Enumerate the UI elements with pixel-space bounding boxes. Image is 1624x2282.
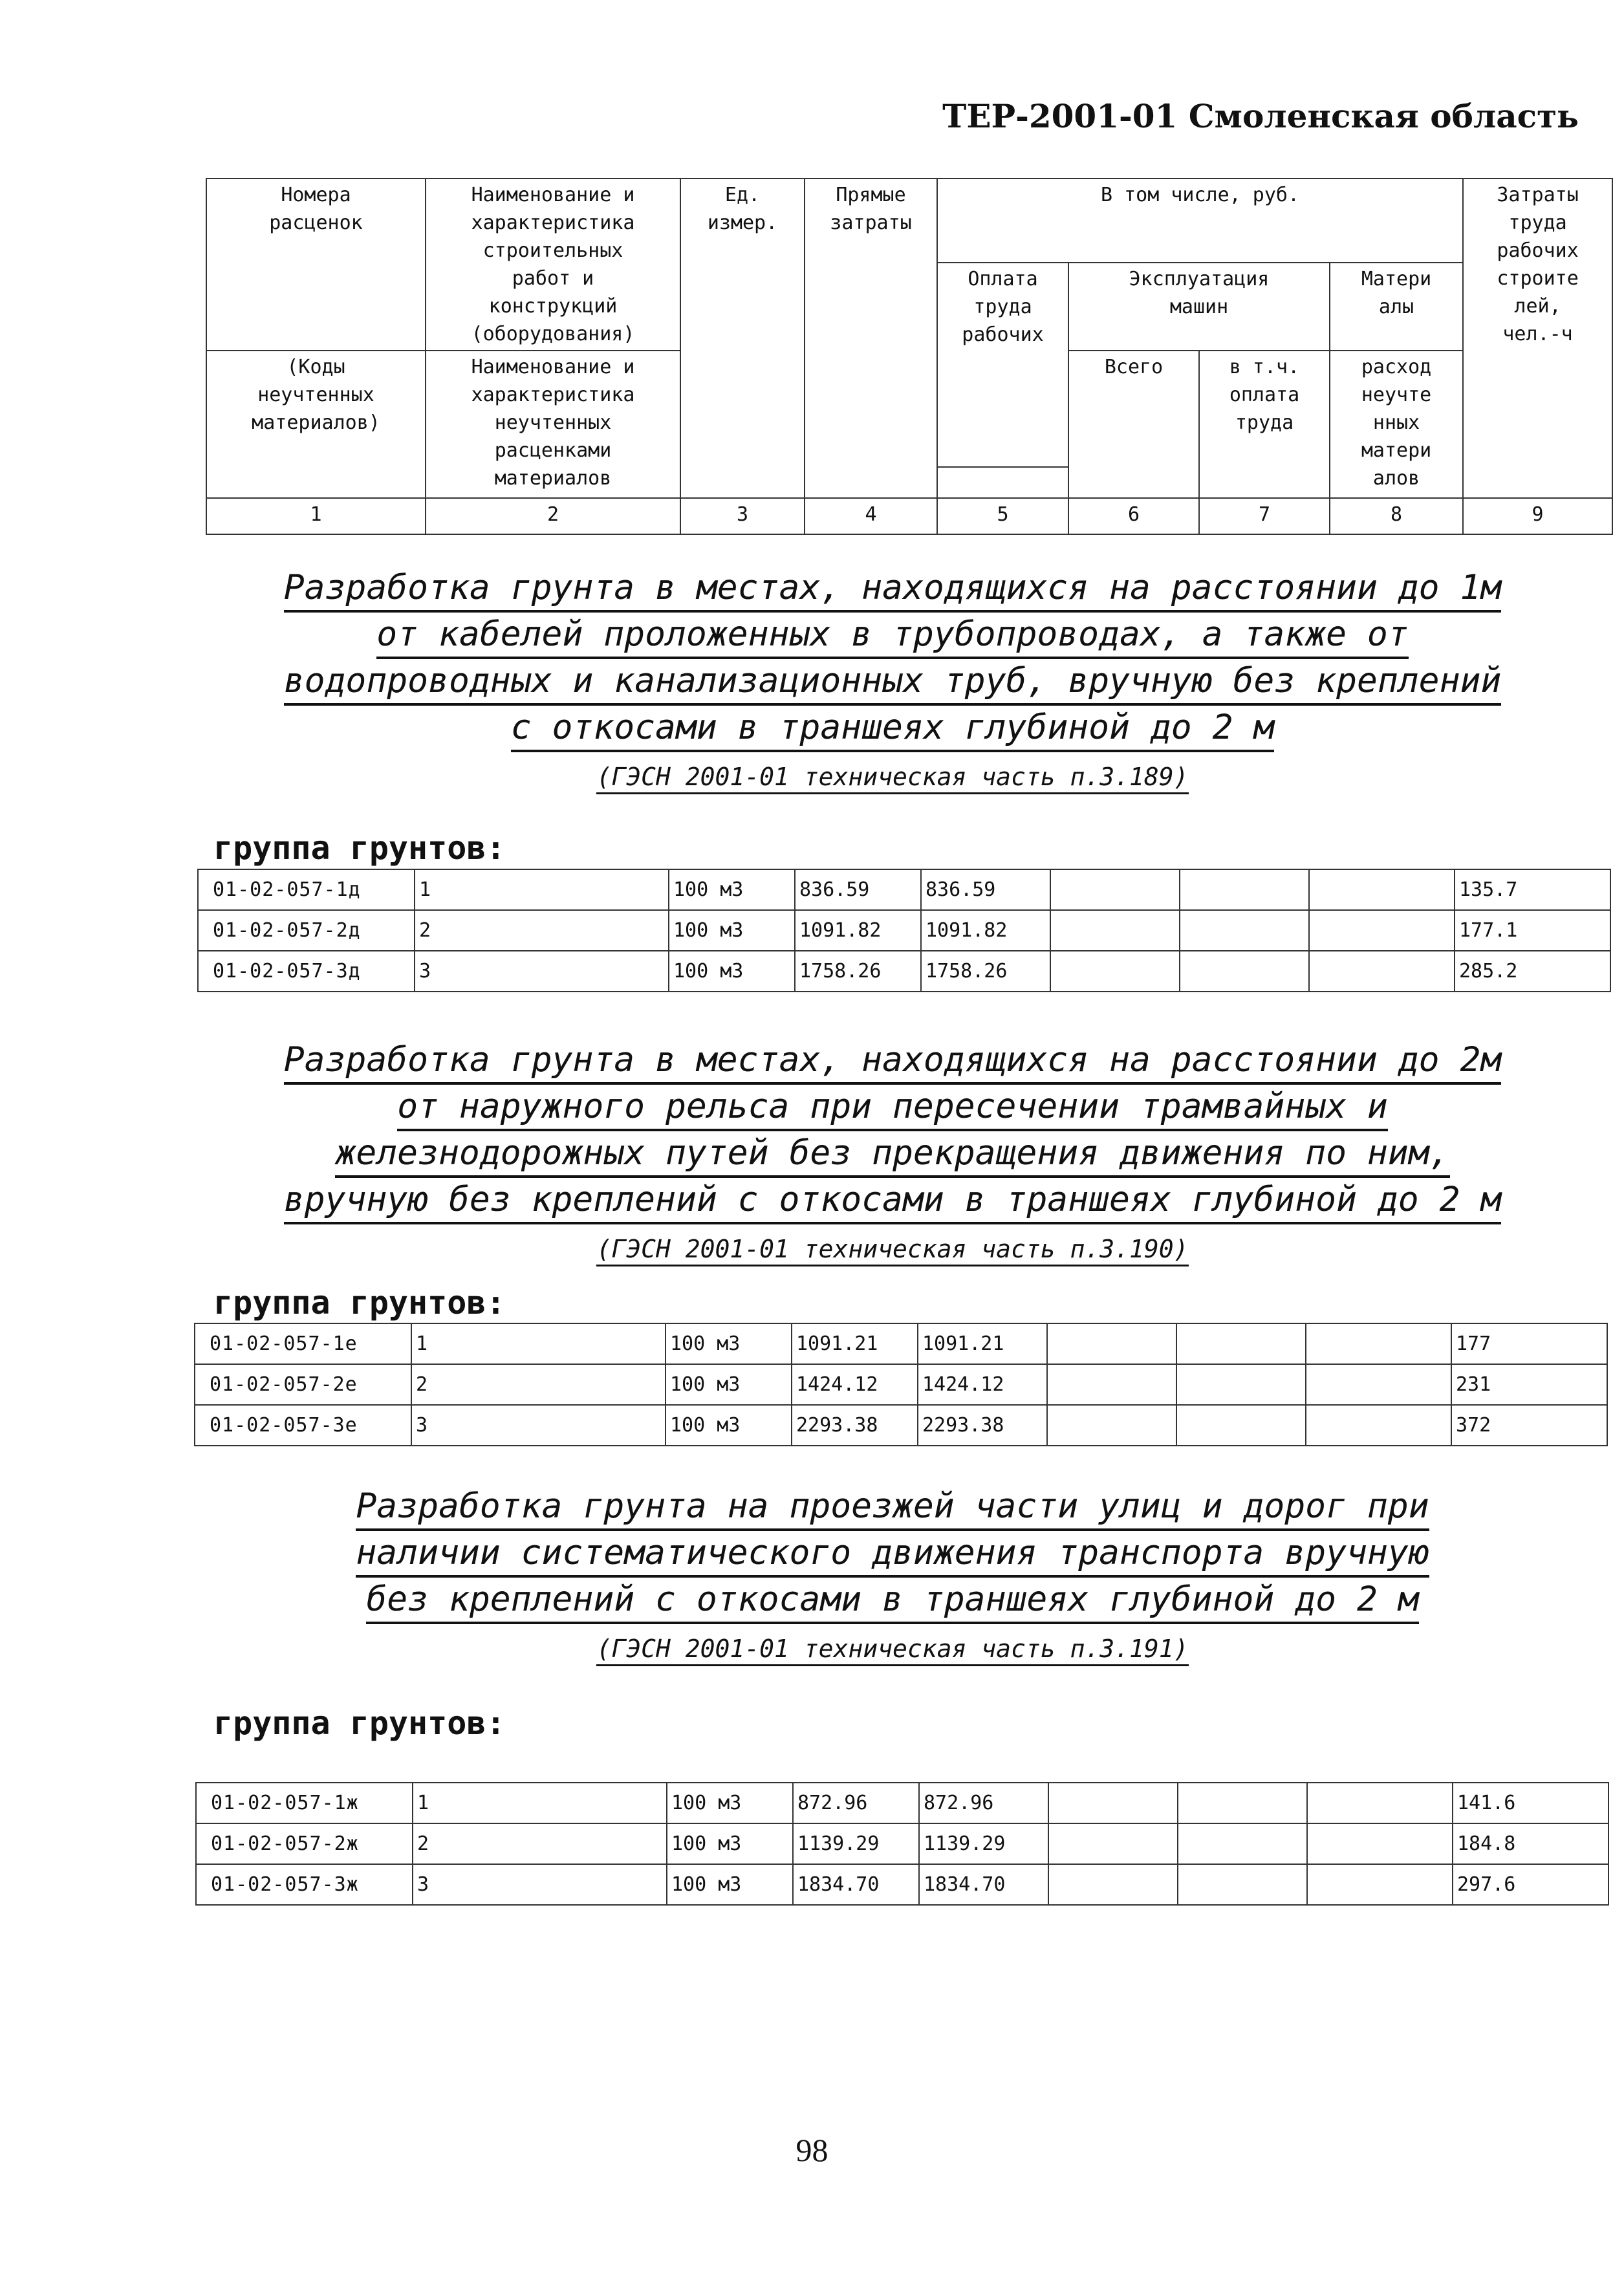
section-title-line: Разработка грунта в местах, находящихся на расстоянии до 1м: [284, 566, 1502, 613]
table-row: [195, 1405, 1607, 1446]
machines-labor: [1176, 1323, 1306, 1364]
header-text-line: работ и: [512, 267, 594, 290]
unit: 100 м3: [667, 1823, 793, 1864]
header-text-line: чел.-ч: [1502, 323, 1573, 345]
machines-total: [1047, 1405, 1176, 1446]
labor-pay: 1758.26: [921, 951, 1050, 992]
header-rate-number: [206, 179, 426, 351]
section-title-line: водопроводных и канализационных труб, вручную без креплений: [284, 659, 1502, 706]
section-title-line: от наружного рельса при пересечении трамвайных и: [397, 1085, 1388, 1131]
header-including: В том числе, руб.: [937, 179, 1463, 263]
unit: 100 м3: [669, 910, 795, 951]
section-title-line: Разработка грунта на проезжей части улиц и дорог при: [356, 1484, 1429, 1531]
machines-total: [1047, 1323, 1176, 1364]
header-text-line: (Коды: [287, 356, 345, 378]
table-row: [195, 1323, 1607, 1364]
machines-labor: [1176, 1364, 1306, 1405]
section-reference: (ГЭСН 2001-01 техническая часть п.3.191): [596, 1633, 1188, 1666]
header-materials-use: [1330, 351, 1463, 498]
header-unit: [680, 179, 805, 498]
rate-code: 01-02-057-2д: [198, 910, 415, 951]
labor-pay: 872.96: [919, 1783, 1048, 1823]
machines-labor: [1180, 910, 1309, 951]
column-number: 9: [1463, 498, 1612, 534]
header-text-line: неучте: [1361, 384, 1432, 406]
page-number: 98: [796, 2132, 828, 2168]
header-labor-pay: [937, 263, 1068, 467]
header-text-line: Матери: [1361, 268, 1432, 290]
header-text-line: рабочих: [962, 323, 1044, 346]
labor-hours: 184.8: [1453, 1823, 1608, 1864]
direct-costs: 2293.38: [792, 1405, 918, 1446]
soil-group: 3: [415, 951, 669, 992]
table-row: [198, 910, 1610, 951]
column-number-row: [206, 498, 1612, 534]
direct-costs: 836.59: [795, 869, 921, 910]
unit: 100 м3: [667, 1864, 793, 1905]
direct-costs: 1091.82: [795, 910, 921, 951]
soil-group: 2: [411, 1364, 666, 1405]
labor-hours: 297.6: [1453, 1864, 1608, 1905]
section-title-line: с откосами в траншеях глубиной до 2 м: [511, 706, 1275, 752]
labor-pay: 836.59: [921, 869, 1050, 910]
direct-costs: 872.96: [793, 1783, 919, 1823]
rate-code: 01-02-057-3д: [198, 951, 415, 992]
header-text-line: строите: [1497, 267, 1579, 290]
header-text-line: неучтенных: [494, 411, 612, 434]
header-text-line: труда: [973, 296, 1032, 318]
unit: 100 м3: [669, 869, 795, 910]
column-number: 5: [937, 498, 1068, 534]
soil-group: 3: [411, 1405, 666, 1446]
table-row: [198, 951, 1610, 992]
labor-pay: 1424.12: [918, 1364, 1047, 1405]
rates-table: [195, 1782, 1609, 1906]
labor-hours: 135.7: [1455, 869, 1610, 910]
header-materials: [1330, 263, 1463, 351]
labor-hours: 141.6: [1453, 1783, 1608, 1823]
section-title-line: железнодорожных путей без прекращения движения по ним,: [335, 1131, 1449, 1178]
machines-labor: [1176, 1405, 1306, 1446]
labor-hours: 372: [1451, 1405, 1607, 1446]
column-number: 7: [1199, 498, 1330, 534]
table-row: [198, 869, 1610, 910]
table-row: [196, 1864, 1608, 1905]
machines-labor: [1178, 1823, 1307, 1864]
header-text-line: материалов: [494, 467, 612, 490]
rate-code: 01-02-057-1ж: [196, 1783, 413, 1823]
section-title: [181, 1038, 1604, 1268]
machines-total: [1048, 1823, 1178, 1864]
header-text-line: рабочих: [1497, 239, 1579, 262]
labor-pay: 1091.82: [921, 910, 1050, 951]
direct-costs: 1758.26: [795, 951, 921, 992]
header-text-line: конструкций: [488, 295, 618, 318]
header-text-line: труда: [1508, 212, 1567, 234]
header-text-line: Наименование и: [471, 356, 635, 378]
direct-costs: 1424.12: [792, 1364, 918, 1405]
header-text-line: Затраты: [1497, 184, 1579, 206]
machines-total: [1047, 1364, 1176, 1405]
header-direct-costs: [805, 179, 937, 498]
header-text-line: затраты: [830, 212, 912, 234]
table-row: [196, 1823, 1608, 1864]
materials: [1307, 1783, 1453, 1823]
soil-group-label: группа грунтов:: [213, 1704, 506, 1742]
header-text-line: Прямые: [836, 184, 906, 206]
materials: [1309, 951, 1455, 992]
column-number: 1: [206, 498, 426, 534]
header-text-line: расход: [1361, 356, 1432, 378]
header-labor-costs: [1463, 179, 1612, 498]
rate-code: 01-02-057-2е: [195, 1364, 411, 1405]
column-number: 4: [805, 498, 937, 534]
soil-group: 3: [413, 1864, 667, 1905]
header-text-line: лей,: [1514, 295, 1561, 318]
soil-group: 1: [415, 869, 669, 910]
header-text-line: характеристика: [471, 384, 635, 406]
page-header: ТЕР-2001-01 Смоленская область: [942, 97, 1579, 135]
header-text-line: расценками: [494, 439, 612, 462]
header-text-line: алы: [1378, 296, 1414, 318]
unit: 100 м3: [666, 1405, 792, 1446]
machines-total: [1048, 1864, 1178, 1905]
materials: [1306, 1405, 1451, 1446]
header-text-line: в т.ч.: [1229, 356, 1300, 378]
header-text-line: Номера: [281, 184, 351, 206]
section-reference: (ГЭСН 2001-01 техническая часть п.3.190): [596, 1233, 1188, 1266]
machines-total: [1050, 869, 1180, 910]
rate-code: 01-02-057-3ж: [196, 1864, 413, 1905]
section-title-line: от кабелей проложенных в трубопроводах, а также от: [376, 613, 1408, 659]
header-text-line: машин: [1169, 296, 1229, 318]
section-title-line: вручную без креплений с откосами в траншеях глубиной до 2 м: [284, 1178, 1502, 1224]
labor-pay: 1834.70: [919, 1864, 1048, 1905]
soil-group: 1: [413, 1783, 667, 1823]
header-labor-pay-spacer: [937, 467, 1068, 498]
column-header-table: [206, 178, 1613, 535]
section-title-line: без креплений с откосами в траншеях глубиной до 2 м: [366, 1578, 1418, 1624]
unit: 100 м3: [666, 1323, 792, 1364]
soil-group-label: группа грунтов:: [213, 829, 506, 867]
machines-total: [1048, 1783, 1178, 1823]
table-row: [195, 1364, 1607, 1405]
labor-pay: 2293.38: [918, 1405, 1047, 1446]
header-text-line: труда: [1235, 411, 1294, 434]
header-text-line: (оборудования): [471, 323, 635, 345]
unit: 100 м3: [666, 1364, 792, 1405]
header-text-line: строительных: [482, 239, 623, 262]
header-text-line: Оплата: [968, 268, 1038, 290]
header-material-names: [426, 351, 680, 498]
direct-costs: 1139.29: [793, 1823, 919, 1864]
header-machines-total: Всего: [1068, 351, 1199, 498]
header-machines: [1068, 263, 1330, 351]
table-row: [196, 1783, 1608, 1823]
machines-total: [1050, 910, 1180, 951]
section-title: [181, 566, 1604, 796]
soil-group: 2: [415, 910, 669, 951]
labor-hours: 231: [1451, 1364, 1607, 1405]
rate-code: 01-02-057-1е: [195, 1323, 411, 1364]
column-number: 6: [1068, 498, 1199, 534]
column-number: 3: [680, 498, 805, 534]
rates-table: [197, 869, 1611, 992]
column-number: 8: [1330, 498, 1463, 534]
header-machines-labor: [1199, 351, 1330, 498]
machines-total: [1050, 951, 1180, 992]
machines-labor: [1180, 869, 1309, 910]
section-title-line: Разработка грунта в местах, находящихся на расстоянии до 2м: [284, 1038, 1502, 1085]
header-text-line: измер.: [707, 212, 778, 234]
unit: 100 м3: [669, 951, 795, 992]
materials: [1307, 1823, 1453, 1864]
header-text-line: расценок: [269, 212, 363, 234]
materials: [1309, 869, 1455, 910]
labor-pay: 1091.21: [918, 1323, 1047, 1364]
machines-labor: [1180, 951, 1309, 992]
rate-code: 01-02-057-2ж: [196, 1823, 413, 1864]
materials: [1307, 1864, 1453, 1905]
section-title-line: наличии систематического движения транспорта вручную: [356, 1531, 1429, 1578]
header-text-line: Эксплуатация: [1129, 268, 1270, 290]
header-work-name: [426, 179, 680, 351]
materials: [1306, 1323, 1451, 1364]
header-text-line: нных: [1372, 411, 1420, 434]
header-text-line: материалов): [252, 411, 380, 434]
soil-group: 2: [413, 1823, 667, 1864]
header-text-line: оплата: [1229, 384, 1300, 406]
labor-pay: 1139.29: [919, 1823, 1048, 1864]
direct-costs: 1091.21: [792, 1323, 918, 1364]
labor-hours: 177: [1451, 1323, 1607, 1364]
header-text-line: Наименование и: [471, 184, 635, 206]
header-text-line: характеристика: [471, 212, 635, 234]
unit: 100 м3: [667, 1783, 793, 1823]
header-text-line: алов: [1372, 467, 1420, 490]
labor-hours: 177.1: [1455, 910, 1610, 951]
header-material-codes: [206, 351, 426, 498]
header-text-line: матери: [1361, 439, 1432, 462]
section-title: [181, 1484, 1604, 1668]
materials: [1306, 1364, 1451, 1405]
machines-labor: [1178, 1864, 1307, 1905]
materials: [1309, 910, 1455, 951]
direct-costs: 1834.70: [793, 1864, 919, 1905]
rate-code: 01-02-057-3е: [195, 1405, 411, 1446]
labor-hours: 285.2: [1455, 951, 1610, 992]
rates-table: [194, 1323, 1608, 1446]
soil-group-label: группа грунтов:: [213, 1284, 506, 1321]
header-text-line: Ед.: [724, 184, 761, 206]
machines-labor: [1178, 1783, 1307, 1823]
header-text-line: неучтенных: [257, 384, 374, 406]
column-number: 2: [426, 498, 680, 534]
soil-group: 1: [411, 1323, 666, 1364]
rate-code: 01-02-057-1д: [198, 869, 415, 910]
section-reference: (ГЭСН 2001-01 техническая часть п.3.189): [596, 761, 1188, 794]
